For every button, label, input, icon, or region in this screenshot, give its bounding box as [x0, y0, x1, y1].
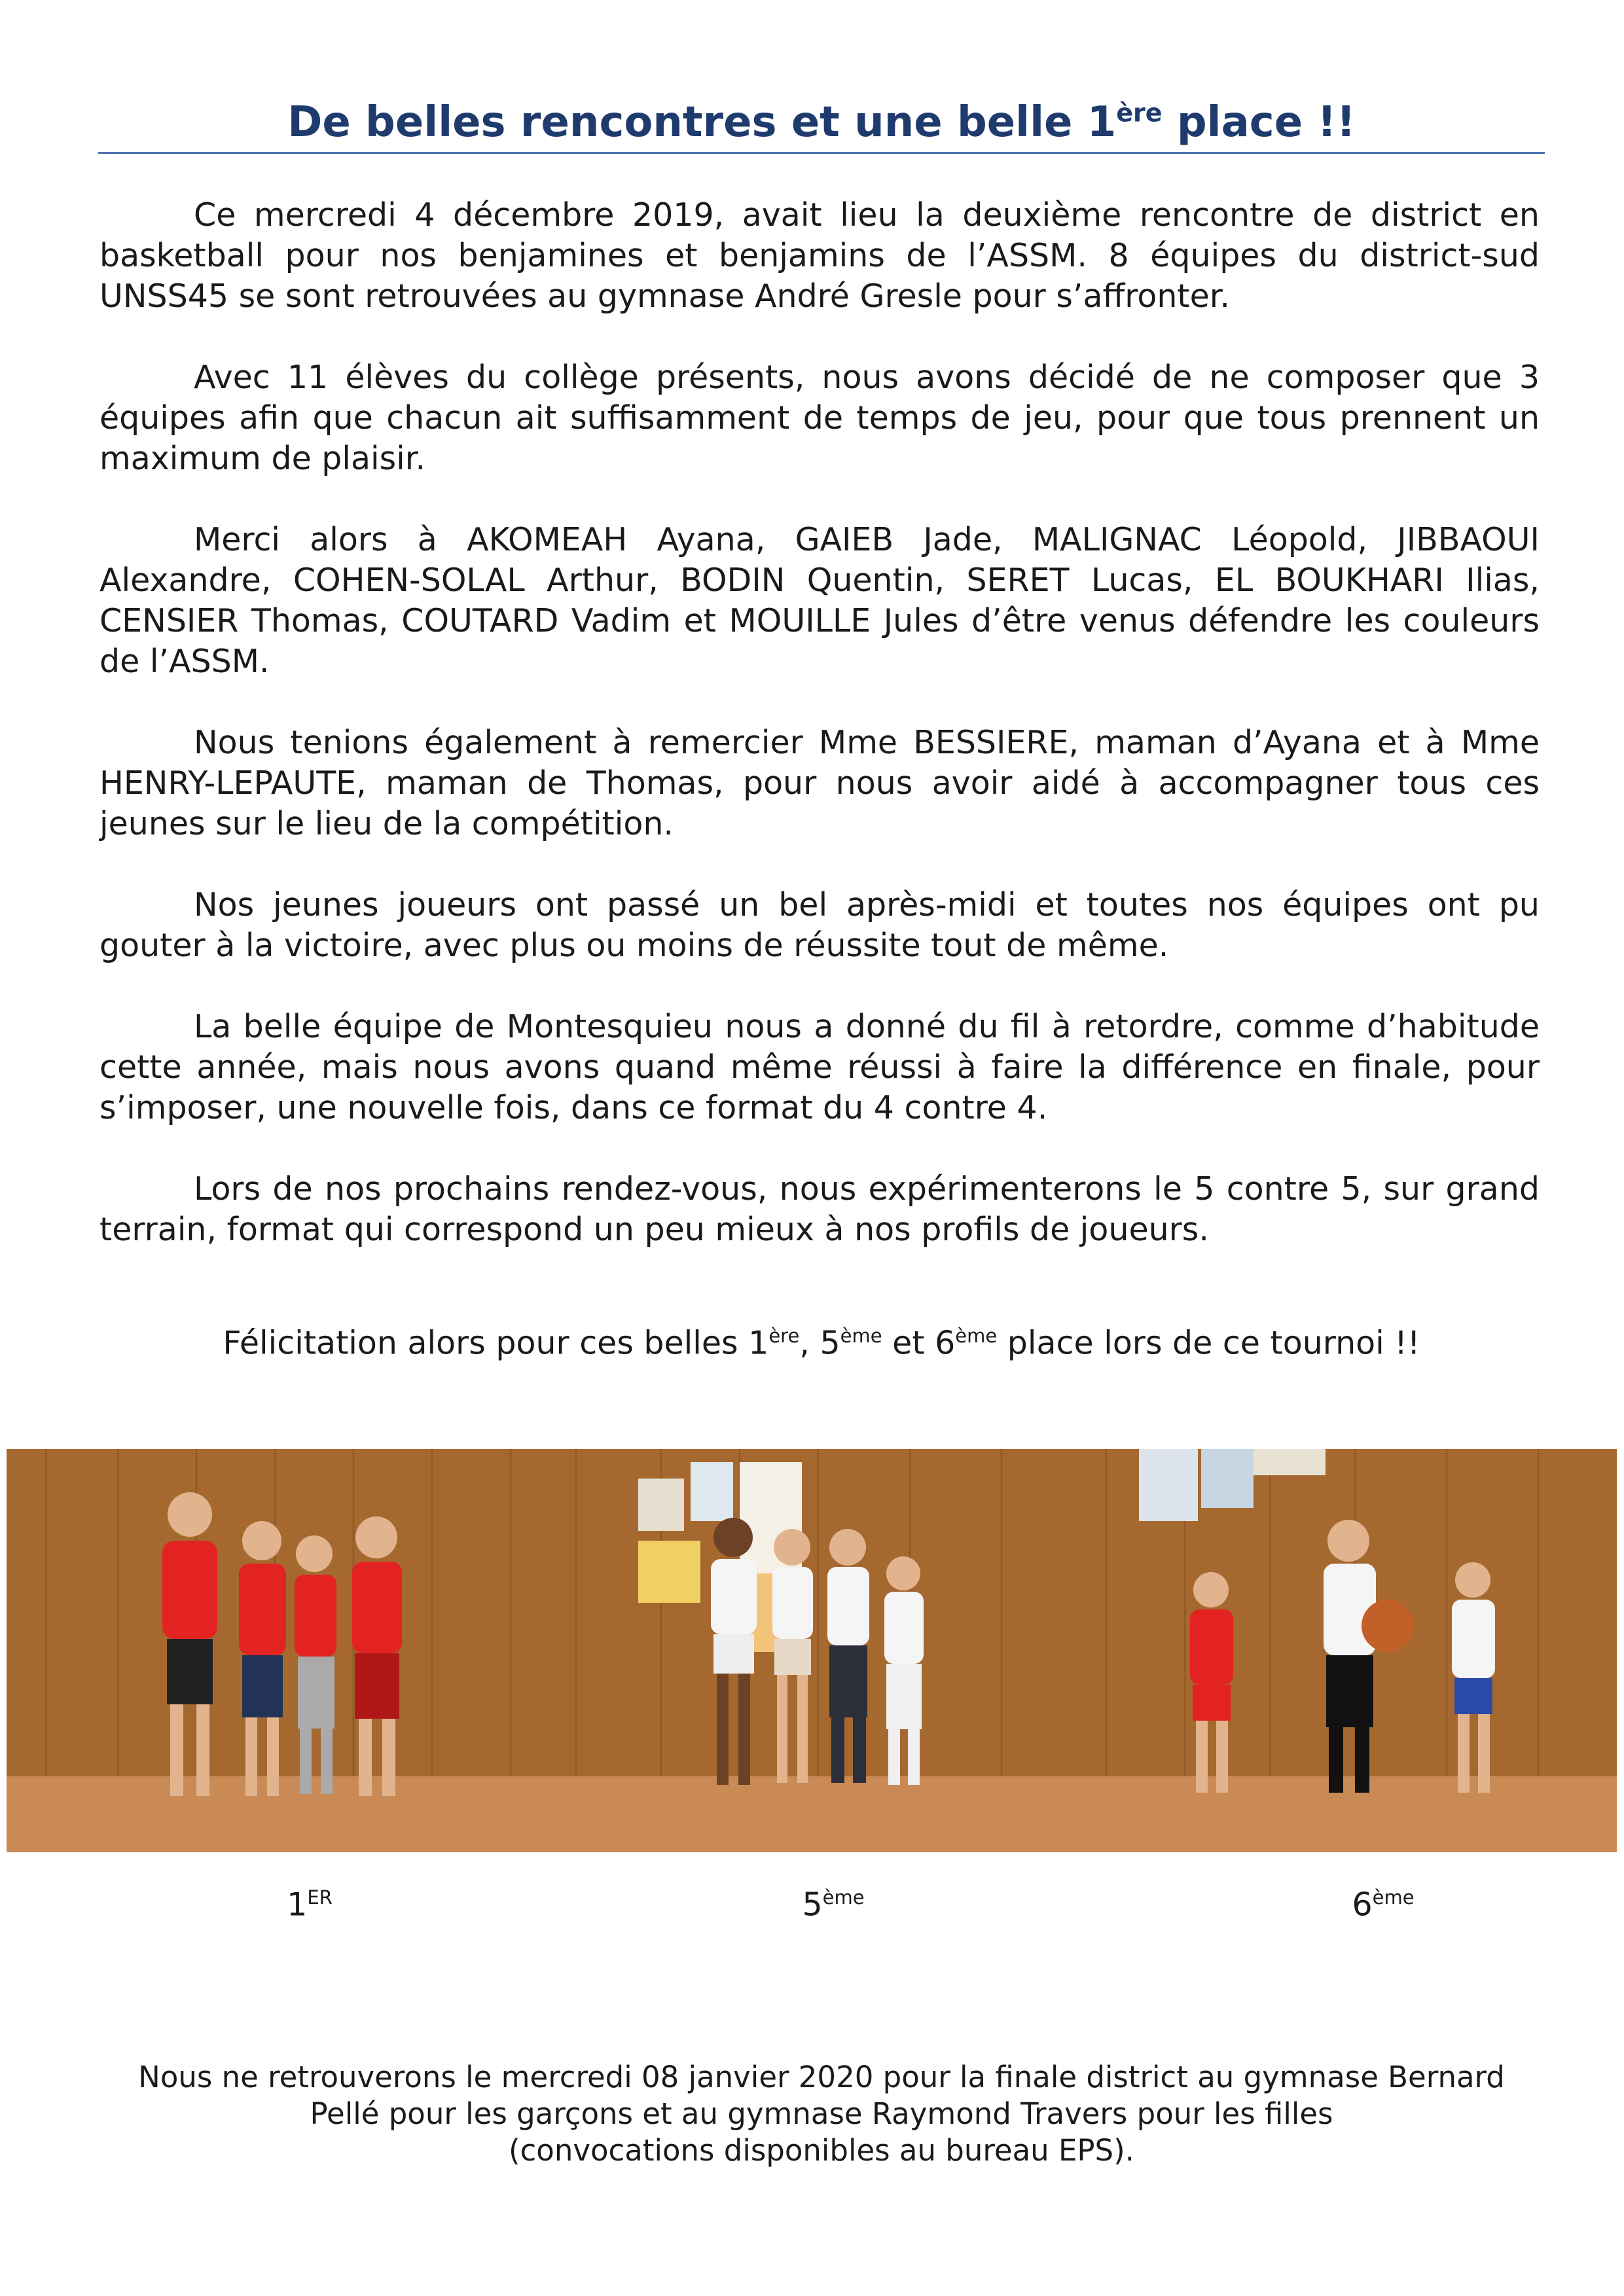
caption-1-sup: ER — [307, 1886, 333, 1909]
fel-part-3: et 6 — [882, 1324, 956, 1362]
footer-line-2: Pellé pour les garçons et au gymnase Raymond Travers pour les filles — [310, 2096, 1333, 2131]
paragraph-next: Lors de nos prochains rendez-vous, nous expérimenterons le 5 contre 5, sur grand terrain, format qui correspond un peu mieux à nos profils de joueurs. — [99, 1170, 1540, 1248]
photo-team-6th — [1080, 1449, 1617, 1852]
title-sup: ère — [1116, 98, 1163, 128]
photo-team-5th — [543, 1449, 1080, 1852]
footer-line-3: (convocations disponibles au bureau EPS). — [509, 2133, 1134, 2168]
caption-1-num: 1 — [287, 1886, 308, 1924]
page-title — [98, 98, 1545, 147]
title-after: place !! — [1162, 98, 1356, 147]
title-text: De belles rencontres et une belle 1 — [287, 98, 1117, 147]
caption-2-num: 5 — [802, 1886, 823, 1924]
footer-notice — [98, 2059, 1545, 2169]
fel-sup-1: ère — [768, 1325, 800, 1347]
paragraph-intro: Ce mercredi 4 décembre 2019, avait lieu la deuxième rencontre de district en basketball pour nos benjamines et benjamins de l’ASSM. 8 équipes du district-sud UNSS45 se sont retrouvées au gymnase André Gresle pour s’affronter. — [99, 196, 1540, 315]
paragraph-teams: Avec 11 élèves du collège présents, nous avons décidé de ne composer que 3 équipes afin que chacun ait suffisamment de temps de jeu, pour que tous prennent un maximum de plaisir. — [99, 359, 1540, 477]
caption-3-num: 6 — [1352, 1886, 1373, 1924]
paragraph-thanks-players: Merci alors à AKOMEAH Ayana, GAIEB Jade, MALIGNAC Léopold, JIBBAOUI Alexandre, COHEN-SOLAL Arthur, BODIN Quentin, SERET Lucas, EL BOUKHARI Ilias, CENSIER Thomas, COUTARD Vadim et MOUILLE Jules d’être venus défendre les couleurs de l’ASSM. — [99, 521, 1540, 680]
fel-sup-2: ème — [840, 1325, 882, 1347]
fel-sup-3: ème — [955, 1325, 998, 1347]
caption-1st — [211, 1877, 408, 1925]
caption-2-sup: ème — [822, 1886, 865, 1909]
paragraph-final: La belle équipe de Montesquieu nous a donné du fil à retordre, comme d’habitude cette année, mais nous avons quand même réussi à faire la différence en finale, pour s’imposer, une nouvelle fois, dans ce format du 4 contre 4. — [99, 1008, 1540, 1126]
article-body — [99, 195, 1540, 1291]
paragraph-afternoon: Nos jeunes joueurs ont passé un bel après-midi et toutes nos équipes ont pu gouter à la victoire, avec plus ou moins de réussite tout de même. — [99, 886, 1540, 964]
caption-6th — [1285, 1877, 1481, 1925]
felicitation-line — [98, 1316, 1545, 1363]
caption-3-sup: ème — [1372, 1886, 1415, 1909]
paragraph-thanks-parents: Nous tenions également à remercier Mme BESSIERE, maman d’Ayana et à Mme HENRY-LEPAUTE, maman de Thomas, pour nous avoir aidé à accompagner tous ces jeunes sur le lieu de la compétition. — [99, 724, 1540, 842]
fel-part-2: , 5 — [799, 1324, 840, 1362]
fel-part-4: place lors de ce tournoi !! — [997, 1324, 1420, 1362]
title-underline — [98, 152, 1545, 154]
team-photos — [7, 1449, 1617, 1852]
photo-team-1st — [7, 1449, 543, 1852]
caption-5th — [735, 1877, 931, 1925]
footer-line-1: Nous ne retrouverons le mercredi 08 janvier 2020 pour la finale district au gymnase Bernard — [138, 2060, 1505, 2094]
fel-part-1: Félicitation alors pour ces belles 1 — [223, 1324, 769, 1362]
